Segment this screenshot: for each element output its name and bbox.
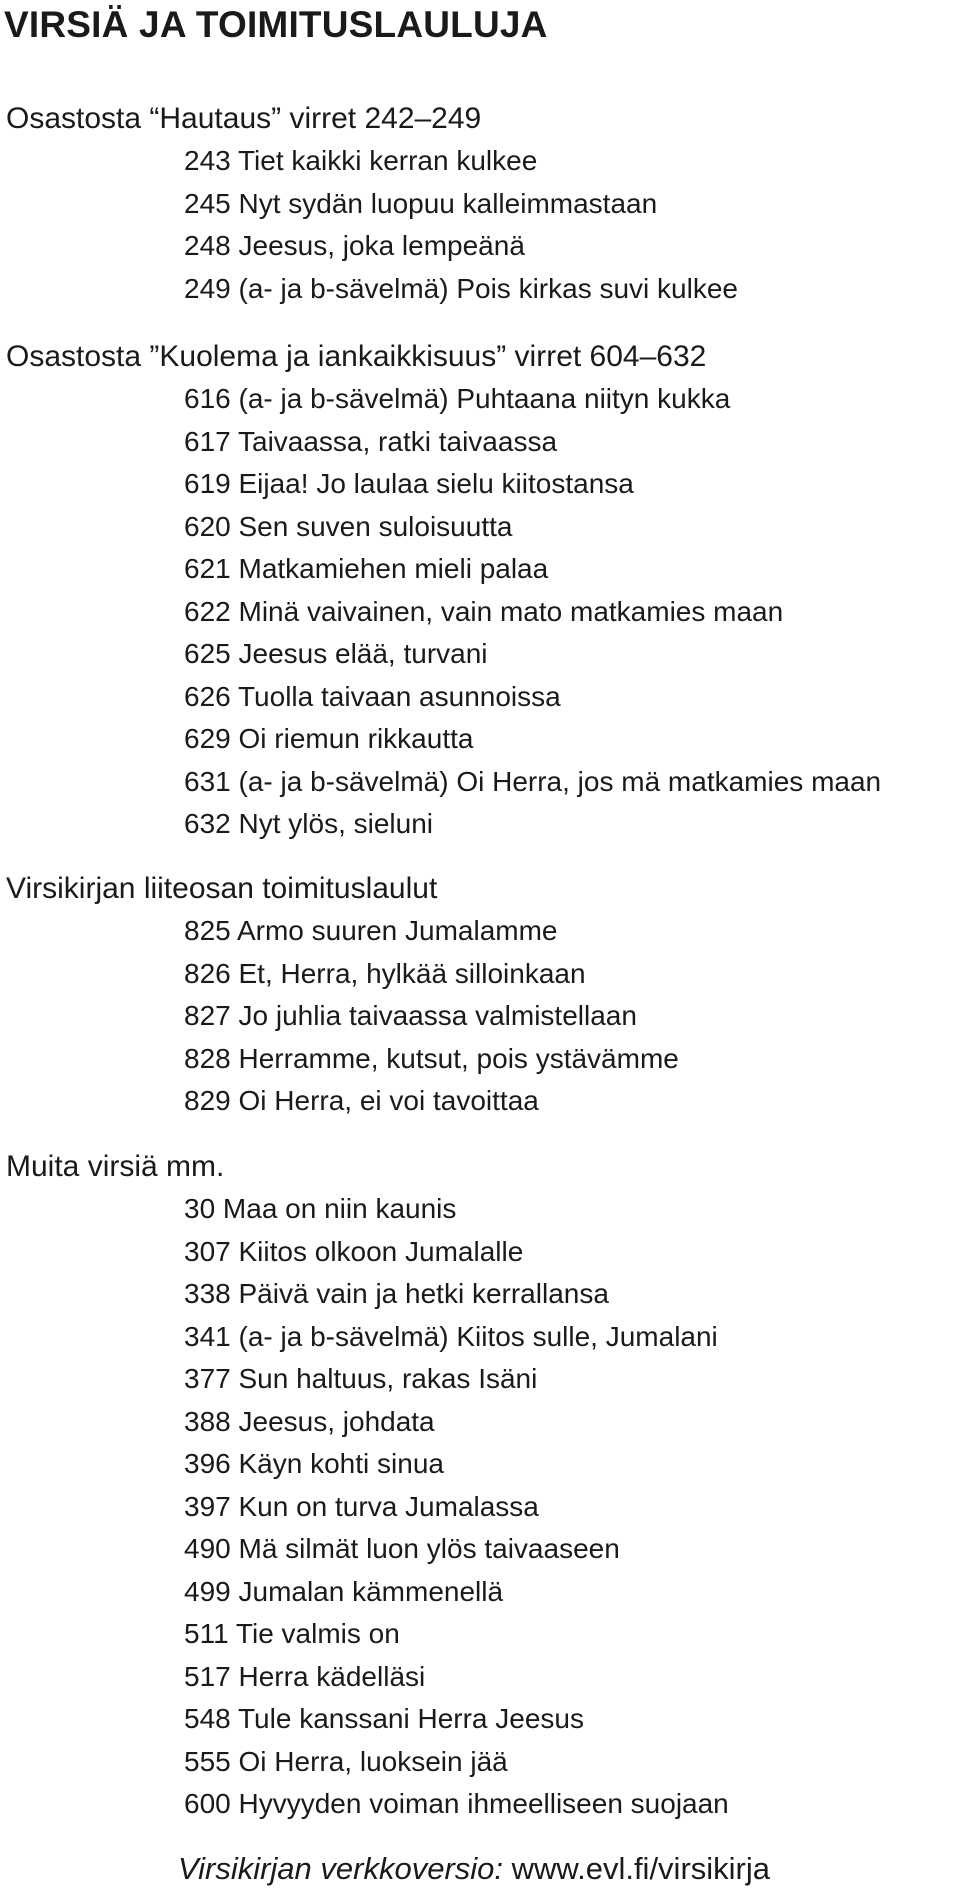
hymn-item: 388 Jeesus, johdata xyxy=(184,1405,435,1437)
hymn-item: 621 Matkamiehen mieli palaa xyxy=(184,553,549,584)
hymn-item: 243 Tiet kaikki kerran kulkee xyxy=(184,145,538,176)
hymn-item: 338 Päivä vain ja hetki kerrallansa xyxy=(184,1278,609,1309)
hymn-item: 397 Kun on turva Jumalassa xyxy=(184,1490,539,1522)
hymn-item: 617 Taivaassa, ratki taivaassa xyxy=(184,425,558,457)
hymn-item: 517 Herra kädelläsi xyxy=(184,1660,426,1692)
hymn-item: 245 Nyt sydän luopuu kalleimmastaan xyxy=(184,187,658,219)
section-kuolema xyxy=(6,336,956,846)
hymn-item: 625 Jeesus elää, turvani xyxy=(184,638,488,669)
section-hautaus xyxy=(6,98,956,310)
hymn-list xyxy=(6,910,956,1123)
hymn-item: 632 Nyt ylös, sieluni xyxy=(184,808,434,839)
hymn-item: 827 Jo juhlia taivaassa valmistellaan xyxy=(184,1000,637,1031)
hymn-item: 626 Tuolla taivaan asunnoissa xyxy=(184,680,561,712)
section-toimituslaulut xyxy=(6,868,956,1123)
section-heading: Osastosta “Hautaus” virret 242–249 xyxy=(6,102,482,135)
section-muita-virsia xyxy=(6,1146,956,1826)
section-heading: Muita virsiä mm. xyxy=(6,1150,225,1183)
hymn-list xyxy=(6,140,956,310)
section-heading: Osastosta ”Kuolema ja iankaikkisuus” virret 604–632 xyxy=(6,340,707,373)
hymn-item: 307 Kiitos olkoon Jumalalle xyxy=(184,1235,524,1267)
footer-url-link[interactable]: www.evl.fi/virsikirja xyxy=(511,1851,770,1886)
hymn-list xyxy=(6,378,956,846)
hymn-item: 829 Oi Herra, ei voi tavoittaa xyxy=(184,1085,539,1116)
hymn-item: 248 Jeesus, joka lempeänä xyxy=(184,230,525,261)
hymn-item: 341 (a- ja b-sävelmä) Kiitos sulle, Jumalani xyxy=(184,1320,718,1352)
document-title: VIRSIÄ JA TOIMITUSLAULUJA xyxy=(4,4,548,45)
hymn-item: 490 Mä silmät luon ylös taivaaseen xyxy=(184,1533,620,1564)
hymn-item: 396 Käyn kohti sinua xyxy=(184,1448,444,1479)
section-heading: Virsikirjan liiteosan toimituslaulut xyxy=(6,872,438,905)
hymn-item: 825 Armo suuren Jumalamme xyxy=(184,915,558,946)
hymn-item: 377 Sun haltuus, rakas Isäni xyxy=(184,1363,538,1394)
footer-label: Virsikirjan verkkoversio: xyxy=(178,1851,504,1886)
footer-note xyxy=(178,1848,770,1890)
hymn-item: 828 Herramme, kutsut, pois ystävämme xyxy=(184,1042,679,1074)
hymn-item: 620 Sen suven suloisuutta xyxy=(184,510,513,542)
hymn-item: 548 Tule kanssani Herra Jeesus xyxy=(184,1703,584,1734)
hymn-item: 826 Et, Herra, hylkää silloinkaan xyxy=(184,957,586,989)
hymn-item: 616 (a- ja b-sävelmä) Puhtaana niityn kukka xyxy=(184,383,731,414)
hymn-item: 622 Minä vaivainen, vain mato matkamies maan xyxy=(184,595,784,627)
hymn-item: 499 Jumalan kämmenellä xyxy=(184,1575,504,1607)
hymn-item: 631 (a- ja b-sävelmä) Oi Herra, jos mä matkamies maan xyxy=(184,765,882,797)
hymn-item: 629 Oi riemun rikkautta xyxy=(184,723,474,754)
hymn-item: 619 Eijaa! Jo laulaa sielu kiitostansa xyxy=(184,468,634,499)
hymn-item: 511 Tie valmis on xyxy=(184,1618,400,1649)
hymn-item: 600 Hyvyyden voiman ihmeelliseen suojaan xyxy=(184,1788,729,1819)
hymn-item: 555 Oi Herra, luoksein jää xyxy=(184,1745,508,1777)
hymn-list xyxy=(6,1188,956,1826)
hymn-item: 249 (a- ja b-sävelmä) Pois kirkas suvi kulkee xyxy=(184,272,738,304)
hymn-item: 30 Maa on niin kaunis xyxy=(184,1193,457,1224)
